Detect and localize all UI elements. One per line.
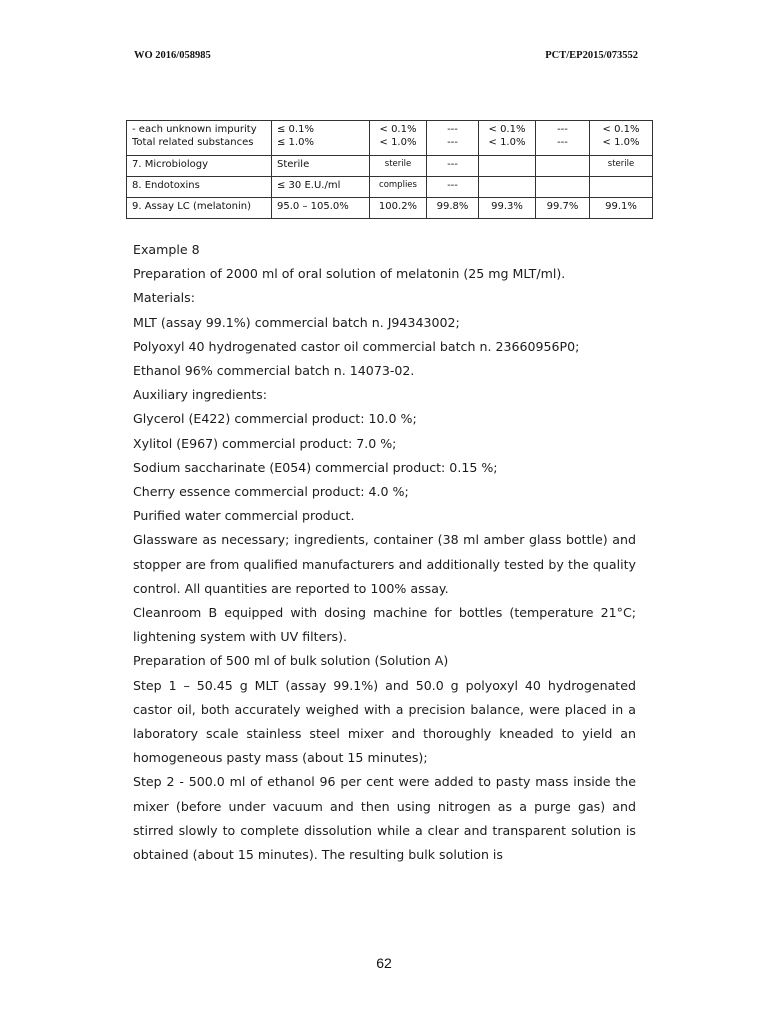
table-cell: ≤ 0.1% ≤ 1.0%: [272, 121, 370, 156]
table-cell: sterile: [590, 156, 653, 177]
patent-number: WO 2016/058985: [134, 50, 211, 61]
table-cell: 100.2%: [370, 198, 427, 219]
paragraph: Glycerol (E422) commercial product: 10.0 %;: [133, 411, 417, 427]
table-cell: complies: [370, 177, 427, 198]
table-cell: --- ---: [427, 121, 479, 156]
paragraph: Step 1 – 50.45 g MLT (assay 99.1%) and 50.0 g polyoxyl 40 hydrogenated castor oil, both accurately weighed with a precision balance, were placed in a laboratory scale stainless steel mixer and thoroughly kneaded to yield an homogeneous pasty mass (about 15 minutes);: [133, 677, 636, 766]
table-row: [127, 121, 653, 156]
paragraph: Materials:: [133, 290, 195, 306]
table-cell: 99.7%: [536, 198, 590, 219]
table-cell: [536, 177, 590, 198]
table-cell: ≤ 30 E.U./ml: [272, 177, 370, 198]
table-cell: ---: [427, 156, 479, 177]
specification-table: [126, 120, 653, 219]
table-cell: < 0.1% < 1.0%: [479, 121, 536, 156]
paragraph: Polyoxyl 40 hydrogenated castor oil commercial batch n. 23660956P0;: [133, 338, 580, 354]
table-cell: 99.8%: [427, 198, 479, 219]
paragraph: Ethanol 96% commercial batch n. 14073-02.: [133, 363, 415, 379]
table-cell: sterile: [370, 156, 427, 177]
table-cell: [479, 177, 536, 198]
paragraph: Sodium saccharinate (E054) commercial product: 0.15 %;: [133, 459, 498, 475]
table-cell: [536, 156, 590, 177]
table-cell: [590, 177, 653, 198]
paragraph: Purified water commercial product.: [133, 508, 355, 524]
table-cell: ---: [427, 177, 479, 198]
table-cell: Sterile: [272, 156, 370, 177]
example-heading: Example 8: [133, 242, 200, 257]
table-cell: 99.1%: [590, 198, 653, 219]
table-row: [127, 177, 653, 198]
page-number: 62: [376, 955, 392, 971]
table-row: [127, 156, 653, 177]
document-body: [133, 238, 636, 867]
table-cell: --- ---: [536, 121, 590, 156]
application-number: PCT/EP2015/073552: [545, 50, 638, 61]
table-row: [127, 198, 653, 219]
paragraph: Step 2 - 500.0 ml of ethanol 96 per cent were added to pasty mass inside the mixer (before under vacuum and then using nitrogen as a purge gas) and stirred slowly to complete dissolution while a clear and transparent solution is obtained (about 15 minutes). The resulting bulk solution is: [133, 774, 636, 863]
table-cell: 95.0 – 105.0%: [272, 198, 370, 219]
paragraph: Cleanroom B equipped with dosing machine for bottles (temperature 21°C; lightening system with UV filters).: [133, 605, 636, 645]
table-cell: - each unknown impurity Total related substances: [127, 121, 272, 156]
paragraph: Auxiliary ingredients:: [133, 387, 267, 403]
paragraph: Preparation of 500 ml of bulk solution (Solution A): [133, 653, 449, 669]
table-cell: 9. Assay LC (melatonin): [127, 198, 272, 219]
table-cell: 7. Microbiology: [127, 156, 272, 177]
paragraph: Cherry essence commercial product: 4.0 %;: [133, 484, 409, 500]
table-cell: 8. Endotoxins: [127, 177, 272, 198]
paragraph: Glassware as necessary; ingredients, container (38 ml amber glass bottle) and stopper are from qualified manufacturers and additionally tested by the quality control. All quantities are reported to 100% assay.: [133, 532, 636, 596]
table-cell: [479, 156, 536, 177]
paragraph: MLT (assay 99.1%) commercial batch n. J94343002;: [133, 314, 460, 330]
table-cell: < 0.1% < 1.0%: [370, 121, 427, 156]
paragraph: Xylitol (E967) commercial product: 7.0 %;: [133, 435, 397, 451]
table-cell: < 0.1% < 1.0%: [590, 121, 653, 156]
table-cell: 99.3%: [479, 198, 536, 219]
paragraph: Preparation of 2000 ml of oral solution of melatonin (25 mg MLT/ml).: [133, 266, 566, 282]
